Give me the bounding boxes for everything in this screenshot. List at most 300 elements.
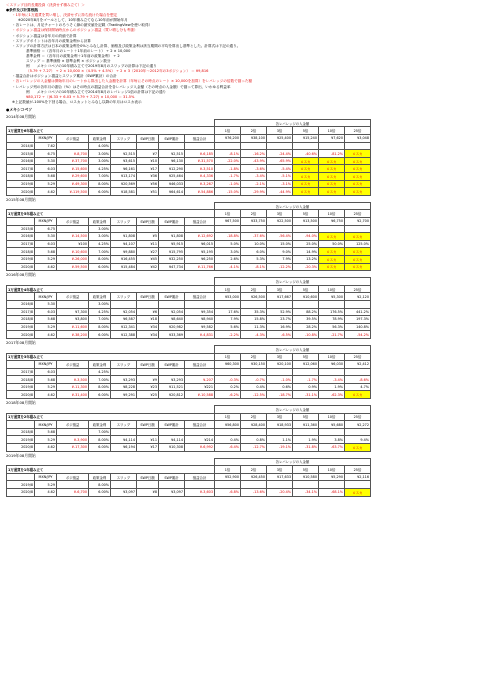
value-cell: 6.75 [35, 150, 57, 158]
value-cell: 4.62 [35, 444, 57, 452]
condition-line: 例 メキシコペソの10年積み立てで2019年8月のスワップの計算は下記の通り [26, 64, 157, 69]
table-row [7, 240, 371, 248]
value-cell: 9.0% [267, 248, 293, 256]
value-cell: 52.9% [267, 308, 293, 316]
deposit-amount: ¥10,580 [293, 473, 319, 481]
deposit-amount: ¥53,000 [215, 293, 241, 301]
column-header-swpc: SWP累計 [159, 293, 185, 301]
value-cell: 10.0% [241, 240, 267, 248]
leverage-label: 5倍 [293, 210, 319, 218]
value-cell: -12.7% [241, 444, 267, 452]
value-cell: ¥4,114 [111, 436, 137, 444]
table-row [7, 436, 371, 444]
value-cell: -2.2% [215, 331, 241, 339]
column-header-swap: スワップ [111, 135, 137, 143]
value-cell: 0.4% [215, 436, 241, 444]
value-cell: -16.2% [241, 150, 267, 158]
value-cell: ¥17 [137, 444, 159, 452]
value-cell: ¥-207 [185, 376, 215, 384]
period-title: 2018年08月開始 [6, 400, 36, 406]
value-cell: ¥-10,600 [57, 248, 89, 256]
value-cell [267, 300, 293, 308]
value-cell: ロスカ [293, 173, 319, 181]
value-cell: ¥-6,700 [57, 489, 89, 497]
leverage-deposit-title: 各レバレッジの入金額 [215, 345, 371, 353]
value-cell: ¥5 [137, 233, 159, 241]
date-cell: 2017/8 [7, 308, 35, 316]
value-cell [319, 142, 345, 150]
condition-line: （5.79 + 7.27） ÷ 2 × 10,000 ×（4.5% + 4.5%） ÷ 2 × 3（2010年〜2012年の3ポジション） ＝ ¥9,816 [26, 69, 209, 74]
column-header-mxn: MXN/JPY [35, 473, 57, 481]
deposit-amount: ¥6,030 [319, 361, 345, 369]
period-subtitle: 1万通貨を6年積み立て [7, 127, 215, 135]
period-block [6, 114, 474, 196]
value-cell: ¥-11,600 [57, 323, 89, 331]
value-cell: ¥1,808 [111, 233, 137, 241]
condition-line: ・ポジション損益は保持開始時点からのポジション損益（買い増し分も考慮） [12, 28, 138, 33]
value-cell [57, 225, 89, 233]
column-header-mxn: MXN/JPY [35, 218, 57, 226]
value-cell: 9.4% [345, 436, 371, 444]
value-cell: 13.2% [293, 255, 319, 263]
value-cell: 8.00% [89, 180, 111, 188]
value-cell: -6.2% [215, 391, 241, 399]
value-cell: ¥-54,886 [185, 188, 215, 196]
value-cell: ロスカ [345, 444, 371, 452]
condition-line: ・レバレッジ列の各年月の割合（%）はその時点の損益合計を各レバレッジ入金額（その時点の入金額）で割って算出、いわゆる利益率 [12, 84, 231, 89]
value-cell: 1.9% [319, 383, 345, 391]
value-cell: ロスカ [345, 391, 371, 399]
deposit-amount: ¥38,100 [241, 135, 267, 143]
value-cell [267, 225, 293, 233]
value-cell: ¥6,194 [111, 444, 137, 452]
column-header-swap: スワップ [111, 421, 137, 429]
value-cell: ¥-3,267 [185, 180, 215, 188]
column-header-rate: 政策金利 [89, 361, 111, 369]
value-cell: 4.25% [89, 165, 111, 173]
column-header-swpc: SWP累計 [159, 361, 185, 369]
deposit-amount: ¥5,300 [319, 293, 345, 301]
deposit-amount: ¥6,750 [319, 218, 345, 226]
value-cell: ¥-12,692 [185, 233, 215, 241]
value-cell: -3.1% [267, 180, 293, 188]
deposit-amount: ¥10,600 [293, 293, 319, 301]
value-cell: 5.68 [35, 173, 57, 181]
date-cell: 2020/8 [7, 188, 35, 196]
value-cell: ロスカ [319, 248, 345, 256]
deposit-amount: ¥60,300 [215, 361, 241, 369]
value-cell [241, 368, 267, 376]
value-cell: ¥34 [137, 323, 159, 331]
value-cell: 7.00% [89, 376, 111, 384]
date-cell: 2018/8 [7, 316, 35, 324]
value-cell: -1.7% [215, 173, 241, 181]
table-row [7, 248, 371, 256]
value-cell: 6.00% [89, 263, 111, 271]
table-row [7, 300, 371, 308]
period-table [6, 345, 371, 399]
value-cell: -18.7% [267, 391, 293, 399]
value-cell: ¥-14,500 [57, 233, 89, 241]
value-cell [293, 300, 319, 308]
leverage-label: 10倍 [319, 285, 345, 293]
value-cell [319, 428, 345, 436]
value-cell: 0.8% [241, 436, 267, 444]
period-title: 2015年08月開始 [6, 196, 36, 202]
deposit-amount: ¥20,100 [267, 361, 293, 369]
leverage-label: 1倍 [215, 413, 241, 421]
value-cell: ¥3,800 [57, 316, 89, 324]
date-cell: 2020/8 [7, 263, 35, 271]
deposit-amount: ¥13,500 [293, 218, 319, 226]
date-header [7, 135, 35, 143]
column-header-rate: 政策金利 [89, 473, 111, 481]
value-cell [215, 300, 241, 308]
leverage-label: 5倍 [293, 413, 319, 421]
value-cell: -3.4% [319, 376, 345, 384]
value-cell: ¥3,293 [111, 376, 137, 384]
column-header-swpd: SWP日額 [137, 135, 159, 143]
column-header-swpd: SWP日額 [137, 293, 159, 301]
leverage-label: 25倍 [345, 210, 371, 218]
value-cell: 3.0% [215, 248, 241, 256]
deposit-amount: ¥2,700 [345, 218, 371, 226]
value-cell: 4.62 [35, 188, 57, 196]
value-cell: 7.00% [89, 316, 111, 324]
column-header-swpd: SWP日額 [137, 473, 159, 481]
value-cell: ¥-3,500 [57, 376, 89, 384]
date-cell: 2018/8 [7, 428, 35, 436]
leverage-label: 5倍 [293, 466, 319, 474]
value-cell: ¥3,615 [111, 157, 137, 165]
value-cell: ¥2,515 [159, 150, 185, 158]
value-cell [137, 428, 159, 436]
value-cell [185, 481, 215, 489]
value-cell: -37.6% [241, 233, 267, 241]
value-cell: ¥-38,200 [57, 331, 89, 339]
column-header-rate: 政策金利 [89, 421, 111, 429]
value-cell: ロスカ [345, 255, 371, 263]
date-cell: 2019/8 [7, 323, 35, 331]
period-subtitle: 1万通貨を1年積み立て [7, 466, 215, 474]
value-cell [159, 225, 185, 233]
leverage-label: 3倍 [267, 285, 293, 293]
value-cell [241, 481, 267, 489]
column-header-swpc: SWP累計 [159, 473, 185, 481]
value-cell: ¥36 [137, 173, 159, 181]
table-row [7, 489, 371, 497]
value-cell: 3.00% [89, 157, 111, 165]
value-cell: ロスカ [319, 157, 345, 165]
value-cell: ¥-59,500 [57, 263, 89, 271]
value-cell [267, 481, 293, 489]
value-cell: -8.1% [215, 150, 241, 158]
value-cell: 5.29 [35, 383, 57, 391]
value-cell [215, 225, 241, 233]
period-subtitle: 1万通貨を2年積み立て [7, 413, 215, 421]
value-cell [111, 225, 137, 233]
value-cell [185, 225, 215, 233]
value-cell [293, 368, 319, 376]
value-cell: -3.4% [241, 173, 267, 181]
value-cell: ¥6,130 [159, 157, 185, 165]
value-cell: -94.0% [293, 233, 319, 241]
value-cell: ¥214 [185, 436, 215, 444]
condition-line: ※2020年8月をゴールとして、10年積み立てなら10年前が開始年月 [18, 18, 128, 23]
condition-line: ・各レバレッジの入金額は開始年月のレートから算出した入金額を計算（年毎にその時点のレート × 10,000を加算）をレバレッジの倍数で割った額 [12, 79, 253, 84]
value-cell: ¥6,250 [185, 255, 215, 263]
value-cell: 5.30 [35, 300, 57, 308]
value-cell: ¥6 [137, 308, 159, 316]
value-cell: ¥27 [137, 248, 159, 256]
value-cell: 5.29 [35, 255, 57, 263]
value-cell: ¥2,515 [111, 150, 137, 158]
value-cell: -40.6% [293, 150, 319, 158]
value-cell [185, 300, 215, 308]
value-cell [241, 428, 267, 436]
leverage-label: 25倍 [345, 466, 371, 474]
leverage-label: 25倍 [345, 353, 371, 361]
value-cell: -54.2% [345, 331, 371, 339]
deposit-amount: ¥15,240 [293, 135, 319, 143]
table-row [7, 444, 371, 452]
value-cell: ¥4,114 [159, 436, 185, 444]
leverage-deposit-title: 各レバレッジの入金額 [215, 458, 371, 466]
deposit-amount: ¥17,633 [267, 473, 293, 481]
leverage-label: 10倍 [319, 413, 345, 421]
value-cell: 23.7% [267, 316, 293, 324]
intro [6, 3, 474, 105]
condition-line: ・ポジション損益は各年月の終値で計算 [12, 33, 77, 38]
value-cell: ¥4,107 [111, 240, 137, 248]
value-cell: -15.0% [215, 188, 241, 196]
value-cell: ¥8,228 [111, 383, 137, 391]
column-header-pos: ポジ損益 [57, 218, 89, 226]
value-cell [137, 225, 159, 233]
leverage-label: 3倍 [267, 127, 293, 135]
table-row [7, 157, 371, 165]
deposit-amount: ¥25,400 [267, 135, 293, 143]
value-cell: 5.3% [241, 255, 267, 263]
column-header-rate: 政策金利 [89, 135, 111, 143]
value-cell [111, 300, 137, 308]
value-cell: ¥-3,603 [185, 489, 215, 497]
value-cell: 5.29 [35, 323, 57, 331]
value-cell [159, 300, 185, 308]
value-cell: 3.00% [89, 233, 111, 241]
value-cell: 1.1% [267, 436, 293, 444]
value-cell: 4.7% [345, 383, 371, 391]
period-subtitle: 1万通貨を5年積み立て [7, 210, 215, 218]
value-cell: 5.29 [35, 481, 57, 489]
table-row [7, 142, 371, 150]
date-cell: 2019/8 [7, 255, 35, 263]
value-cell: ¥34 [137, 331, 159, 339]
value-cell: 6.00% [89, 444, 111, 452]
value-cell: -19.1% [267, 444, 293, 452]
date-cell: 2014/8 [7, 142, 35, 150]
value-cell: ¥1,808 [159, 233, 185, 241]
value-cell: -21.7% [319, 331, 345, 339]
value-cell: ¥33,369 [159, 331, 185, 339]
value-cell: ¥3,097 [111, 489, 137, 497]
value-cell: 6.00% [89, 331, 111, 339]
table-row [7, 481, 371, 489]
value-cell: 4.25% [89, 368, 111, 376]
value-cell: ¥-11,300 [57, 383, 89, 391]
date-cell: 2020/8 [7, 444, 35, 452]
value-cell: ¥11 [137, 240, 159, 248]
value-cell: ¥3,097 [159, 489, 185, 497]
column-header-swpc: SWP累計 [159, 421, 185, 429]
blank-cell [7, 202, 215, 210]
deposit-amount: ¥22,500 [267, 218, 293, 226]
value-cell: ロスカ [319, 180, 345, 188]
value-cell: 6.75 [35, 225, 57, 233]
deposit-amount: ¥26,500 [241, 293, 267, 301]
value-cell: ¥-6,992 [185, 444, 215, 452]
table-row [7, 316, 371, 324]
condition-line: 基準価格 ＝（各年月のレート＋1年前のレート） ÷ 2 × 10,000 [26, 48, 131, 53]
value-cell: -34.1% [293, 489, 319, 497]
blank-cell [7, 119, 215, 127]
value-cell: 8.00% [89, 255, 111, 263]
value-cell [57, 300, 89, 308]
value-cell: 5.6% [215, 323, 241, 331]
value-cell: ¥8,940 [185, 316, 215, 324]
value-cell: ¥5,195 [185, 248, 215, 256]
currency-title: ●メキシコペソ [6, 106, 33, 112]
deposit-amount: ¥26,450 [241, 473, 267, 481]
period-block [6, 272, 474, 339]
column-header-total: 損益合計 [185, 473, 215, 481]
leverage-deposit-title: 各レバレッジの入金額 [215, 406, 371, 414]
column-header-mxn: MXN/JPY [35, 421, 57, 429]
value-cell: 8.00% [89, 323, 111, 331]
value-cell [345, 142, 371, 150]
value-cell: 140.8% [345, 323, 371, 331]
value-cell: ロスカ [293, 180, 319, 188]
leverage-label: 1倍 [215, 353, 241, 361]
value-cell: ¥10,308 [159, 444, 185, 452]
value-cell: ¥2,054 [159, 308, 185, 316]
value-cell [185, 142, 215, 150]
column-header-swpd: SWP日額 [137, 421, 159, 429]
deposit-amount: ¥17,667 [267, 293, 293, 301]
value-cell [57, 428, 89, 436]
deposit-amount: ¥18,933 [267, 421, 293, 429]
value-cell [159, 481, 185, 489]
deposit-amount: ¥67,500 [215, 218, 241, 226]
date-cell: 2018/8 [7, 248, 35, 256]
value-cell: ¥9 [137, 376, 159, 384]
blank-cell [7, 406, 215, 414]
column-header-rate: 政策金利 [89, 218, 111, 226]
value-cell: 5.68 [35, 316, 57, 324]
value-cell: ¥-10,588 [185, 391, 215, 399]
condition-line: ・損益合計はポジション損益とスワップ累計（SWP累計）の合計 [12, 74, 117, 79]
value-cell: 5.29 [35, 180, 57, 188]
value-cell: ロスカ [319, 188, 345, 196]
condition-line: スワップ ＝ 基準価格 × 基準金利 × ポジション数分 [26, 59, 111, 64]
condition-line: ・スワップの計算方法は日本の政策金利を0%とみなし計算、価格及び政策金利は該当期間の平均を算出し基準とした。計算式は下記の通り。 [12, 43, 241, 48]
table-row [7, 165, 371, 173]
value-cell [293, 142, 319, 150]
period-block [6, 197, 474, 271]
value-cell: 25.0% [293, 240, 319, 248]
column-header-swpc: SWP累計 [159, 218, 185, 226]
leverage-label: 10倍 [319, 210, 345, 218]
date-cell: 2020/8 [7, 331, 35, 339]
value-cell: 5.30 [35, 157, 57, 165]
deposit-amount: ¥2,412 [345, 361, 371, 369]
leverage-label: 1倍 [215, 466, 241, 474]
value-cell: -4.1% [215, 263, 241, 271]
value-cell: -20.3% [293, 263, 319, 271]
value-cell: 6.00% [89, 391, 111, 399]
value-cell: 8.00% [89, 383, 111, 391]
value-cell [293, 481, 319, 489]
value-cell [319, 225, 345, 233]
condition-line: 例 メキシコペソの10年積み立てで2014年8月のレバレッジ1倍の計算は下記の通り [26, 89, 167, 94]
deposit-amount: ¥52,900 [215, 473, 241, 481]
period-table [6, 202, 371, 271]
value-cell: ¥10 [137, 157, 159, 165]
value-cell: 16.9% [267, 323, 293, 331]
value-cell [293, 428, 319, 436]
value-cell: 7.9% [215, 316, 241, 324]
value-cell [159, 142, 185, 150]
leverage-label: 3倍 [267, 210, 293, 218]
date-cell: 2018/8 [7, 376, 35, 384]
column-header-total: 損益合計 [185, 361, 215, 369]
value-cell: ¥5,915 [159, 240, 185, 248]
date-cell: 2016/8 [7, 300, 35, 308]
leverage-label: 25倍 [345, 127, 371, 135]
value-cell: ¥64,614 [159, 188, 185, 196]
leverage-label: 5倍 [293, 285, 319, 293]
value-cell: 88.2% [293, 308, 319, 316]
period-block [6, 400, 474, 452]
value-cell [159, 428, 185, 436]
value-cell: 15.0% [267, 240, 293, 248]
column-header-mxn: MXN/JPY [35, 135, 57, 143]
value-cell: ロスカ [293, 165, 319, 173]
leverage-label: 3倍 [267, 466, 293, 474]
value-cell: -29.9% [241, 188, 267, 196]
value-cell [345, 300, 371, 308]
value-cell: ¥221 [185, 383, 215, 391]
value-cell: ロスカ [345, 233, 371, 241]
deposit-amount: ¥2,116 [345, 473, 371, 481]
value-cell: -0.3% [215, 376, 241, 384]
leverage-label: 10倍 [319, 353, 345, 361]
value-cell [267, 368, 293, 376]
value-cell: -43.9% [241, 157, 267, 165]
date-cell: 2020/8 [7, 489, 35, 497]
value-cell: ¥-4,831 [185, 331, 215, 339]
value-cell: ¥8 [137, 489, 159, 497]
condition-line: 基準金利 ＝（各年月の政策金利＋1年前の政策金利） ÷ 2 [26, 53, 120, 58]
conditions-title: ●条件及び計算根拠 [6, 8, 38, 13]
value-cell: 15.8% [241, 316, 267, 324]
value-cell: 4.62 [35, 331, 57, 339]
value-cell: ¥11 [137, 436, 159, 444]
value-cell: 6.03 [35, 240, 57, 248]
date-cell: 2016/8 [7, 157, 35, 165]
period-block [6, 453, 474, 497]
value-cell [111, 368, 137, 376]
